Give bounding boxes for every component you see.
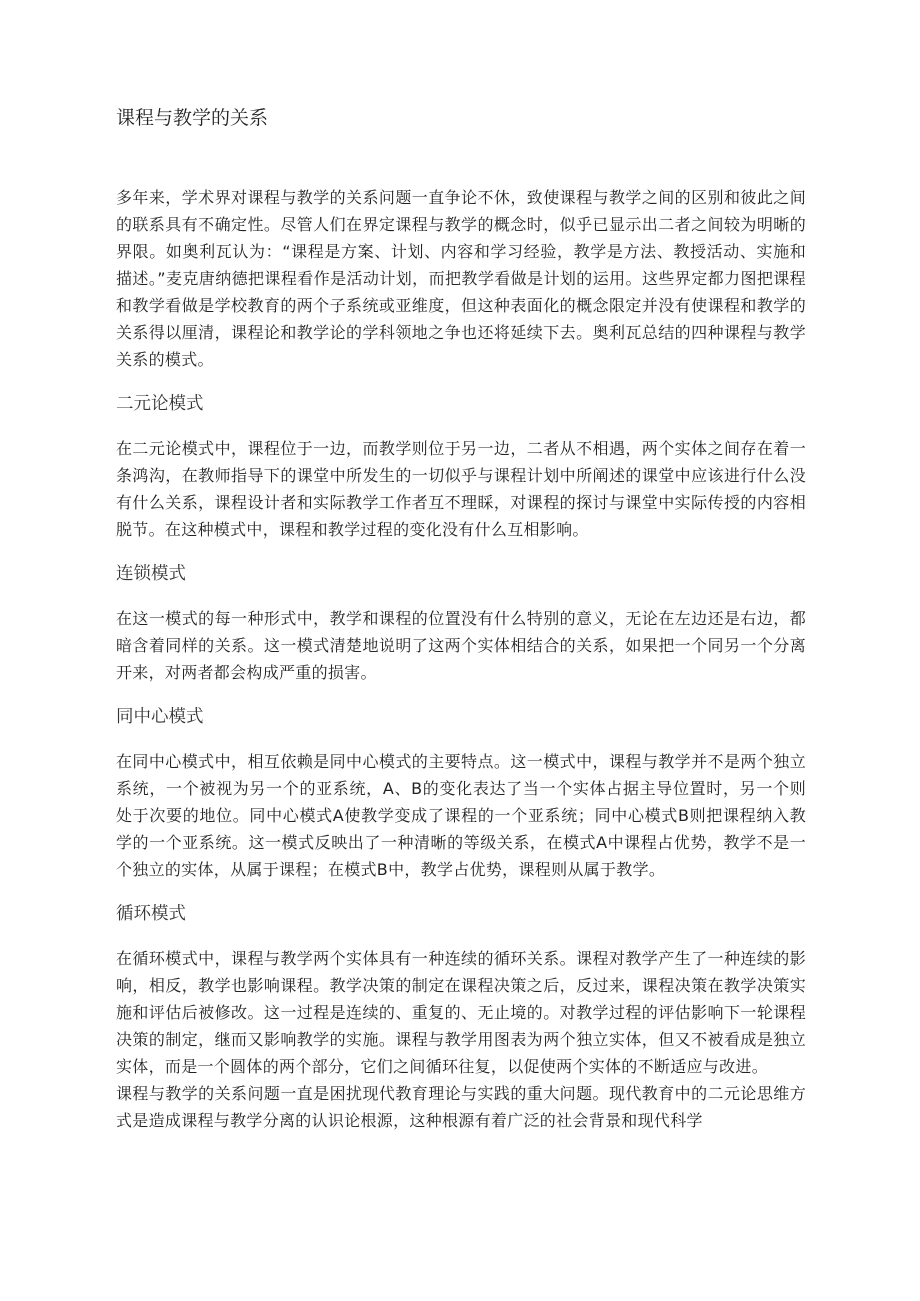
section-body-interlocking: 在这一模式的每一种形式中，教学和课程的位置没有什么特别的意义，无论在左边还是右边，都暗含着同样的关系。这一模式清楚地说明了这两个实体相结合的关系，如果把一个同另一个分离开来，对两者都会构成严重的损害。	[116, 609, 806, 682]
section-heading-concentric: 同中心模式	[116, 707, 204, 727]
intro-paragraph: 多年来，学术界对课程与教学的关系问题一直争论不休，致使课程与教学之间的区别和彼此之间的联系具有不确定性。尽管人们在界定课程与教学的概念时，似乎已显示出二者之间较为明晰的界限。如奥利瓦认为：“课程是方案、计划、内容和学习经验，教学是方法、教授活动、实施和描述。”麦克唐纳德把课程看作是活动计划，而把教学看做是计划的运用。这些界定都力图把课程和教学看做是学校教育的两个子系统或亚维度，但这种表面化的概念限定并没有使课程和教学的关系得以厘清，课程论和教学论的学科领地之争也还将延续下去。奥利瓦总结的四种课程与教学关系的模式。	[116, 188, 806, 369]
section-heading-interlocking: 连锁模式	[116, 564, 186, 584]
section-body-dualism: 在二元论模式中，课程位于一边，而教学则位于另一边，二者从不相遇，两个实体之间存在着一条鸿沟，在教师指导下的课堂中所发生的一切似乎与课程计划中所阐述的课堂中应该进行什么没有什么关系，课程设计者和实际教学工作者互不理睬，对课程的探讨与课堂中实际传授的内容相脱节。在这种模式中，课程和教学过程的变化没有什么互相影响。	[116, 439, 806, 539]
document-title: 课程与教学的关系	[116, 107, 269, 129]
section-heading-cyclical: 循环模式	[116, 904, 186, 924]
section-body-concentric: 在同中心模式中，相互依赖是同中心模式的主要特点。这一模式中，课程与教学并不是两个独立系统，一个被视为另一个的亚系统，A、B的变化表达了当一个实体占据主导位置时，另一个则处于次要的地位。同中心模式A使教学变成了课程的一个亚系统；同中心模式B则把课程纳入教学的一个亚系统。这一模式反映出了一种清晰的等级关系，在模式A中课程占优势，教学不是一个独立的实体，从属于课程；在模式B中，教学占优势，课程则从属于教学。	[116, 752, 806, 879]
section-body-cyclical: 在循环模式中，课程与教学两个实体具有一种连续的循环关系。课程对教学产生了一种连续的影响，相反，教学也影响课程。教学决策的制定在课程决策之后，反过来，课程决策在教学决策实施和评估后被修改。这一过程是连续的、重复的、无止境的。对教学过程的评估影响下一轮课程决策的制定，继而又影响教学的实施。课程与教学用图表为两个独立实体，但又不被看成是独立实体，而是一个圆体的两个部分，它们之间循环往复，以促使两个实体的不断适应与改进。	[116, 949, 806, 1076]
section-heading-dualism: 二元论模式	[116, 394, 204, 414]
closing-paragraph: 课程与教学的关系问题一直是困扰现代教育理论与实践的重大问题。现代教育中的二元论思维方式是造成课程与教学分离的认识论根源，这种根源有着广泛的社会背景和现代科学	[116, 1084, 806, 1130]
document-body	[116, 184, 806, 1134]
